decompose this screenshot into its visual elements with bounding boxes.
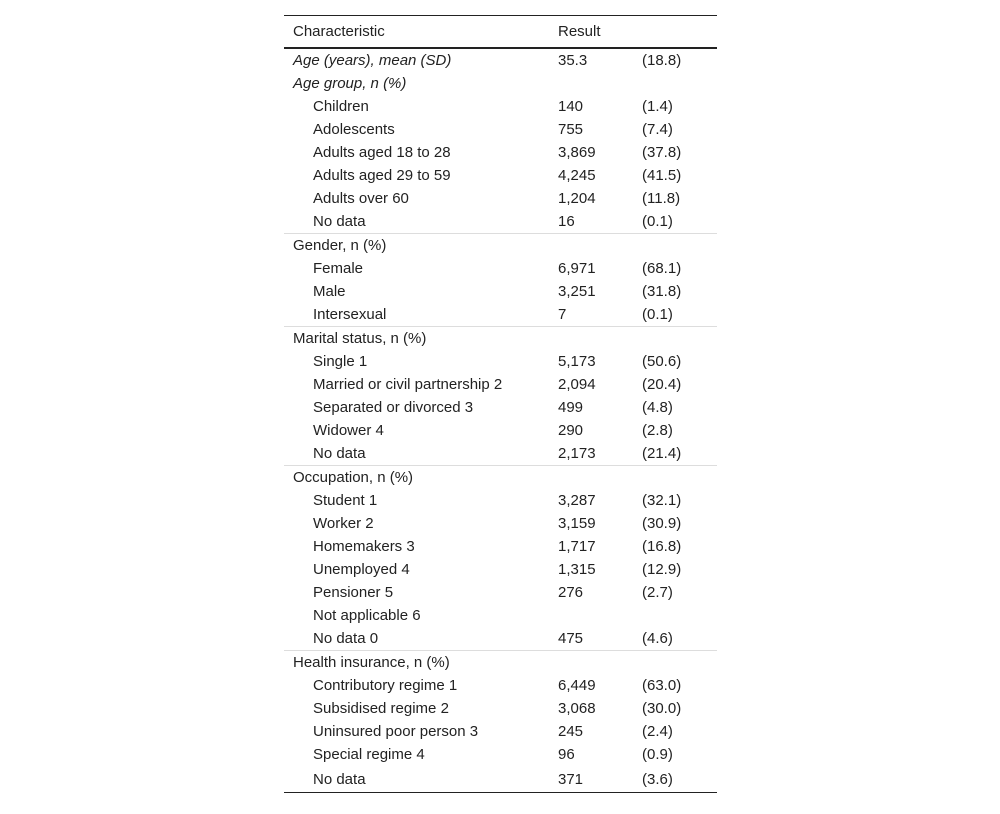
- row-percent: (50.6): [642, 353, 682, 370]
- table-row: [284, 651, 717, 675]
- table-row: [284, 257, 717, 280]
- row-value: 3,869: [558, 144, 596, 161]
- section-heading: Age group, n (%): [293, 75, 407, 92]
- row-value: [549, 466, 633, 490]
- table-row: [284, 558, 717, 581]
- row-label: Unemployed 4: [313, 561, 410, 578]
- row-label: Male: [313, 283, 346, 300]
- table-row: [284, 187, 717, 210]
- row-percent: (2.7): [642, 584, 673, 601]
- row-label: Adults over 60: [313, 190, 409, 207]
- table-row: [284, 95, 717, 118]
- row-percent: (12.9): [642, 561, 682, 578]
- table-row: [284, 442, 717, 466]
- row-percent: (11.8): [642, 190, 681, 207]
- characteristics-table-container: [284, 15, 717, 793]
- row-percent: [633, 604, 717, 627]
- row-value: 2,173: [558, 445, 596, 462]
- row-percent: [633, 72, 717, 95]
- table-row: [284, 118, 717, 141]
- row-percent: (30.9): [642, 515, 682, 532]
- table-row: [284, 627, 717, 651]
- row-value: [549, 651, 633, 675]
- table-header-row: [284, 16, 717, 49]
- table-row: [284, 674, 717, 697]
- row-value: [549, 327, 633, 351]
- row-label: Married or civil partnership 2: [313, 376, 503, 393]
- table-row: [284, 720, 717, 743]
- table-row: [284, 512, 717, 535]
- row-percent: (32.1): [642, 492, 682, 509]
- table-row: [284, 373, 717, 396]
- row-percent: (16.8): [642, 538, 682, 555]
- row-label: Adults aged 18 to 28: [313, 144, 451, 161]
- section-heading: Occupation, n (%): [284, 466, 549, 490]
- row-label: Age (years), mean (SD): [293, 52, 452, 69]
- row-label: No data: [313, 213, 366, 230]
- row-percent: (4.8): [642, 399, 673, 416]
- row-value: [549, 72, 633, 95]
- row-label: Separated or divorced 3: [313, 399, 474, 416]
- row-value: [549, 234, 633, 258]
- row-percent: [633, 234, 717, 258]
- row-percent: (31.8): [642, 283, 682, 300]
- section-heading: Marital status, n (%): [284, 327, 549, 351]
- row-label: Children: [313, 98, 369, 115]
- header-result: Result: [558, 23, 601, 40]
- table-row: [284, 604, 717, 627]
- row-label: Adults aged 29 to 59: [313, 167, 451, 184]
- table-row: [284, 766, 717, 793]
- table-row: [284, 743, 717, 766]
- row-percent: (4.6): [642, 630, 673, 647]
- row-value: 1,315: [558, 561, 596, 578]
- row-label: Homemakers 3: [313, 538, 415, 555]
- row-percent: (20.4): [642, 376, 682, 393]
- row-label: Not applicable 6: [313, 607, 421, 624]
- table-row: [284, 164, 717, 187]
- row-value: 371: [549, 766, 633, 793]
- row-percent: (21.4): [642, 445, 682, 462]
- row-percent: [633, 327, 717, 351]
- row-value: 6,449: [558, 677, 596, 694]
- row-percent: (41.5): [642, 167, 682, 184]
- row-percent: (18.8): [642, 52, 682, 69]
- row-label: Single 1: [313, 353, 368, 370]
- table-row: [284, 466, 717, 490]
- row-percent: (0.9): [642, 746, 673, 763]
- row-label: Contributory regime 1: [313, 677, 458, 694]
- table-row: [284, 489, 717, 512]
- row-percent: (2.8): [642, 422, 673, 439]
- row-label: No data 0: [313, 630, 379, 647]
- row-percent: [633, 466, 717, 490]
- row-label: Widower 4: [313, 422, 384, 439]
- row-value: 475: [558, 630, 584, 647]
- row-label: No data: [313, 445, 366, 462]
- row-value: 6,971: [558, 260, 596, 277]
- row-value: 1,717: [558, 538, 596, 555]
- table-row: [284, 350, 717, 373]
- row-label: Worker 2: [313, 515, 374, 532]
- row-percent: (63.0): [642, 677, 682, 694]
- table-row: [284, 535, 717, 558]
- row-percent: (30.0): [642, 700, 682, 717]
- table-row: [284, 210, 717, 234]
- row-value: 96: [558, 746, 575, 763]
- row-percent: (7.4): [642, 121, 673, 138]
- row-value: 5,173: [558, 353, 596, 370]
- row-percent: (37.8): [642, 144, 682, 161]
- row-percent: (3.6): [633, 766, 717, 793]
- row-percent: (0.1): [642, 213, 673, 230]
- row-value: 140: [558, 98, 584, 115]
- table-row: [284, 419, 717, 442]
- row-value: 3,068: [558, 700, 596, 717]
- row-label: Student 1: [313, 492, 378, 509]
- section-heading: Health insurance, n (%): [284, 651, 549, 675]
- row-percent: (0.1): [642, 306, 673, 323]
- row-label: Special regime 4: [313, 746, 425, 763]
- row-value: 245: [558, 723, 584, 740]
- table-row: [284, 581, 717, 604]
- table-row: [284, 697, 717, 720]
- row-label: Female: [313, 260, 364, 277]
- row-value: 3,159: [558, 515, 596, 532]
- table-row: [284, 141, 717, 164]
- section-heading: Gender, n (%): [284, 234, 549, 258]
- row-percent: (68.1): [642, 260, 682, 277]
- row-value: 3,251: [558, 283, 596, 300]
- header-characteristic: Characteristic: [293, 23, 385, 40]
- table-row: [284, 48, 717, 72]
- row-value: 2,094: [558, 376, 596, 393]
- table-row: [284, 280, 717, 303]
- table-row: [284, 234, 717, 258]
- row-label: Uninsured poor person 3: [313, 723, 479, 740]
- row-label: Pensioner 5: [313, 584, 394, 601]
- row-percent: [633, 651, 717, 675]
- row-value: [549, 604, 633, 627]
- table-row: [284, 72, 717, 95]
- row-value: 16: [558, 213, 575, 230]
- table-row: [284, 303, 717, 327]
- row-value: 276: [558, 584, 584, 601]
- row-label: Intersexual: [313, 306, 387, 323]
- row-value: 7: [558, 306, 567, 323]
- row-label: Subsidised regime 2: [313, 700, 449, 717]
- row-value: 290: [558, 422, 584, 439]
- table-row: [284, 396, 717, 419]
- row-label: No data: [284, 766, 549, 793]
- row-value: 1,204: [558, 190, 596, 207]
- row-value: 3,287: [558, 492, 596, 509]
- row-value: 755: [558, 121, 584, 138]
- row-value: 35.3: [558, 52, 588, 69]
- row-percent: (2.4): [642, 723, 673, 740]
- row-value: 4,245: [558, 167, 596, 184]
- row-value: 499: [558, 399, 584, 416]
- row-percent: (1.4): [642, 98, 673, 115]
- table-row: [284, 327, 717, 351]
- characteristics-table: [284, 15, 717, 793]
- row-label: Adolescents: [313, 121, 395, 138]
